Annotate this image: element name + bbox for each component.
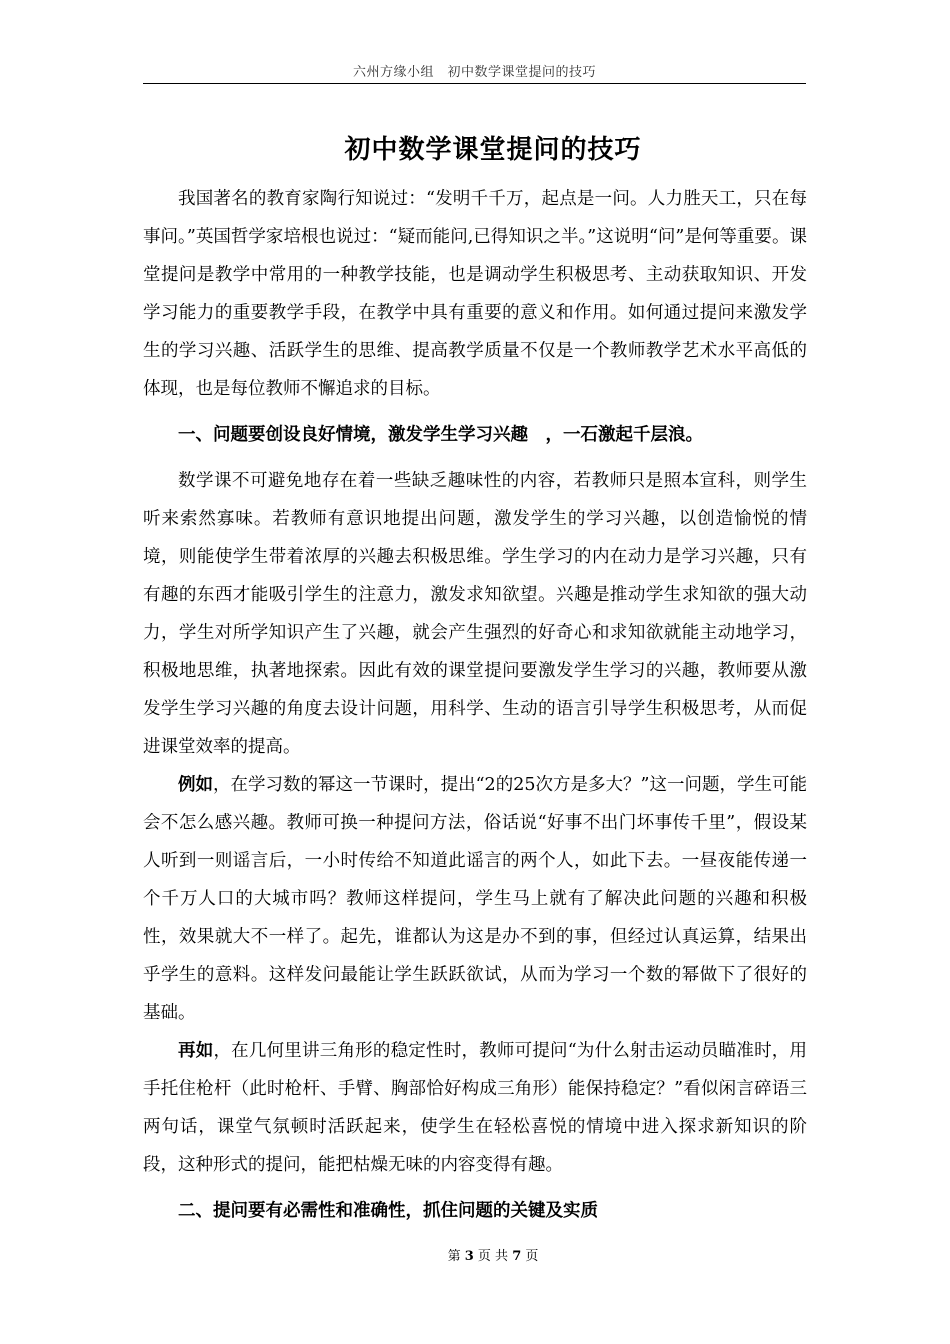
document-body <box>143 180 807 1238</box>
footer-page-total: 7 <box>512 1249 522 1264</box>
example-2-text: ，在几何里讲三角形的稳定性时，教师可提问“为什么射击运动员瞄准时，用手托住枪杆（此时枪杆、手臂、胸部恰好构成三角形）能保持稳定？”看似闲言碎语三两句话，课堂气氛顿时活跃起来，使学生在轻松喜悦的情境中进入探求新知识的阶段，这种形式的提问，能把枯燥无味的内容变得有趣。 <box>143 1041 807 1175</box>
page-header: 六州方缘小组 初中数学课堂提问的技巧 <box>352 65 596 80</box>
example-1-paragraph <box>143 766 807 1032</box>
section-1-paragraph: 数学课不可避免地存在着一些缺乏趣味性的内容，若教师只是照本宣科，则学生听来索然寡味。若教师有意识地提出问题，激发学生的学习兴趣，以创造愉悦的情境，则能使学生带着浓厚的兴趣去积极思维。学生学习的内在动力是学习兴趣，只有有趣的东西才能吸引学生的注意力，激发求知欲望。兴趣是推动学生求知欲的强大动力，学生对所学知识产生了兴趣，就会产生强烈的好奇心和求知欲就能主动地学习，积极地思维，执著地探索。因此有效的课堂提问要激发学生学习的兴趣，教师要从激发学生学习兴趣的角度去设计问题，用科学、生动的语言引导学生积极思考，从而促进课堂效率的提高。 <box>143 471 807 757</box>
page-footer <box>143 1248 843 1266</box>
document-title: 初中数学课堂提问的技巧 <box>344 135 642 165</box>
example-2-lead: 再如 <box>178 1041 214 1061</box>
section-2-heading: 二、提问要有必需性和准确性，抓住问题的关键及实质 <box>178 1201 598 1221</box>
footer-page-current: 3 <box>464 1249 474 1264</box>
example-1-lead: 例如 <box>178 775 214 795</box>
example-2-paragraph <box>143 1032 807 1184</box>
intro-paragraph: 我国著名的教育家陶行知说过：“发明千千万，起点是一问。人力胜天工，只在每事问。”英国哲学家培根也说过：“疑而能问,已得知识之半。”这说明“问”是何等重要。课堂提问是教学中常用的一种教学技能，也是调动学生积极思考、主动获取知识、开发学习能力的重要教学手段，在教学中具有重要的意义和作用。如何通过提问来激发学生的学习兴趣、活跃学生的思维、提高教学质量不仅是一个教师教学艺术水平高低的体现，也是每位教师不懈追求的目标。 <box>143 189 807 399</box>
footer-middle: 页 共 <box>477 1249 509 1264</box>
footer-suffix: 页 <box>525 1249 539 1264</box>
example-1-text: ，在学习数的幂这一节课时，提出“2的25次方是多大？”这一问题，学生可能会不怎么感兴趣。教师可换一种提问方法，俗话说“好事不出门坏事传千里”，假设某人听到一则谣言后，一小时传给不知道此谣言的两个人，如此下去。一昼夜能传递一个千万人口的大城市吗？教师这样提问，学生马上就有了解决此问题的兴趣和积极性，效果就大不一样了。起先，谁都认为这是办不到的事，但经过认真运算，结果出乎学生的意料。这样发问最能让学生跃跃欲试，从而为学习一个数的幂做下了很好的基础。 <box>143 775 807 1023</box>
footer-prefix: 第 <box>447 1249 461 1264</box>
section-1-heading: 一、问题要创设良好情境，激发学生学习兴趣 ，一石激起千层浪。 <box>178 425 703 445</box>
header-rule <box>143 83 806 84</box>
